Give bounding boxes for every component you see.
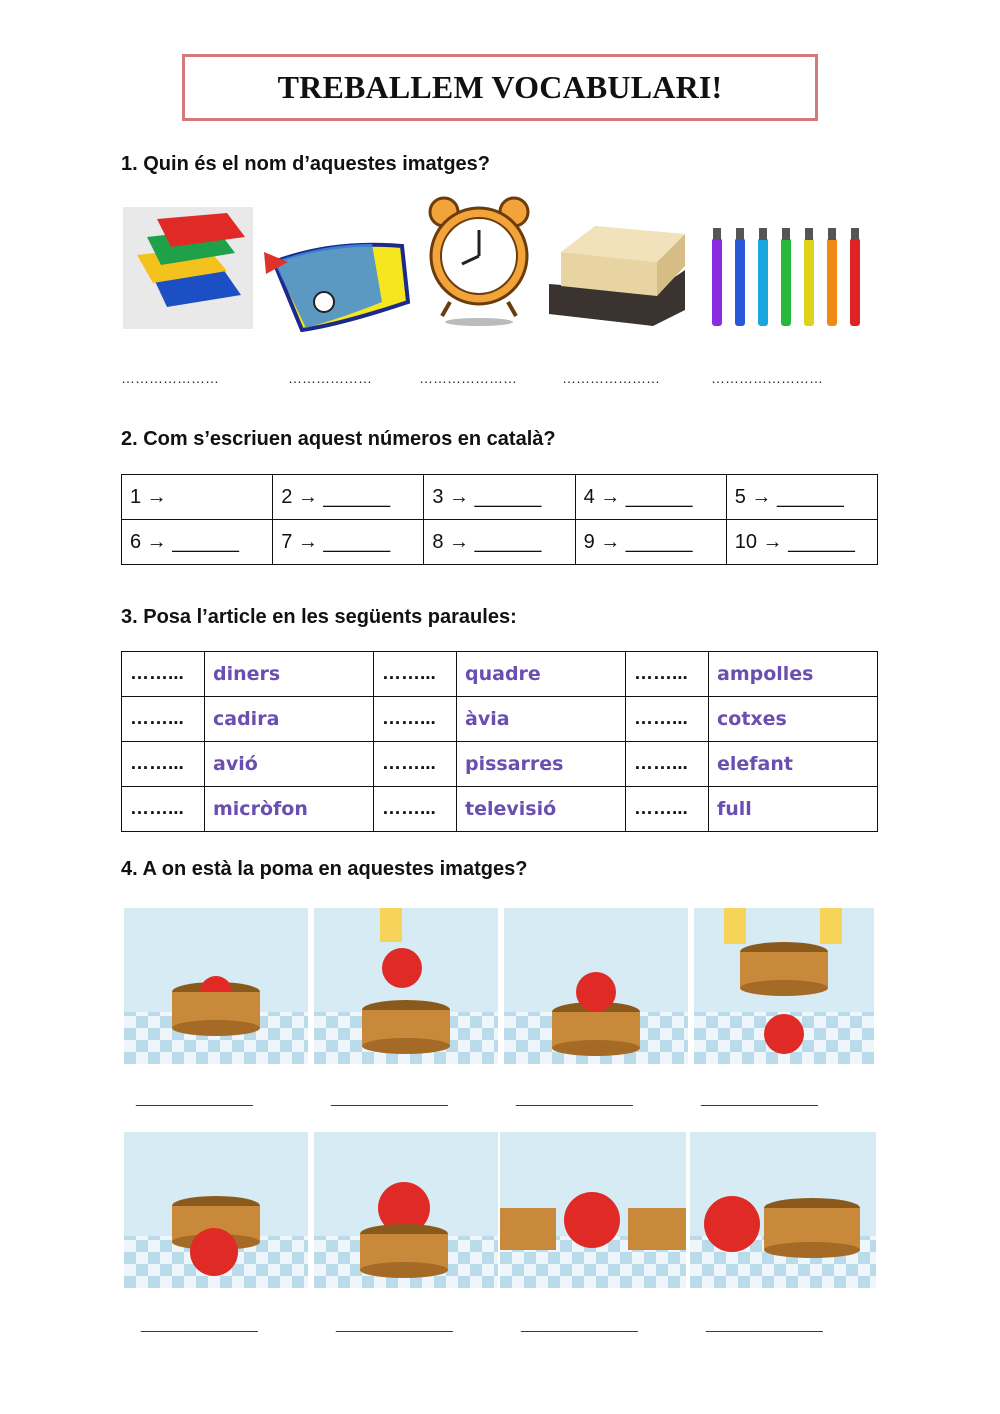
question-4-label: 4. A on està la poma en aquestes imatges? [121,858,528,880]
numbers-table [121,474,878,565]
word-cell: cotxes [709,697,878,742]
number-cell[interactable]: 7 → ______ [273,520,424,565]
article-blank[interactable]: ……... [122,742,205,787]
table-row [122,787,878,832]
scene-under-basket [694,908,874,1064]
number-cell[interactable]: 3 → ______ [424,475,575,520]
scene-in-basket [124,908,308,1064]
article-blank[interactable]: ……... [122,697,205,742]
answer-line[interactable]: _______________ [701,1090,818,1106]
word-cell: avió [205,742,374,787]
article-blank[interactable]: ……... [374,742,457,787]
answer-line[interactable]: _______________ [516,1090,633,1106]
answer-line[interactable]: _______________ [521,1316,638,1332]
trays-image [123,207,253,329]
answer-dots-5[interactable]: …………………… [711,370,823,386]
word-cell: quadre [457,652,626,697]
number-cell[interactable]: 2 → ______ [273,475,424,520]
scene-on-basket [504,908,688,1064]
table-row [122,742,878,787]
word-cell: micròfon [205,787,374,832]
table-row [122,697,878,742]
page-title: TREBALLEM VOCABULARI! [277,69,723,105]
word-cell: elefant [709,742,878,787]
number-cell[interactable]: 6 → ______ [122,520,273,565]
markers-image [708,226,864,328]
answer-dots-2[interactable]: ……………… [288,370,372,386]
article-blank[interactable]: ……... [122,787,205,832]
pencil-case-image [262,232,414,332]
alarm-clock-image [420,190,538,328]
article-blank[interactable]: ……... [374,697,457,742]
word-cell: cadira [205,697,374,742]
scene-between-baskets [500,1132,686,1288]
word-cell: ampolles [709,652,878,697]
scene-behind-basket [314,1132,498,1288]
article-blank[interactable]: ……... [374,787,457,832]
article-blank[interactable]: ……... [626,697,709,742]
number-cell[interactable]: 1 → [122,475,273,520]
number-cell[interactable]: 4 → ______ [575,475,726,520]
word-cell: televisió [457,787,626,832]
word-cell: diners [205,652,374,697]
article-blank[interactable]: ……... [374,652,457,697]
article-blank[interactable]: ……... [626,742,709,787]
answer-dots-1[interactable]: ………………… [121,370,219,386]
answer-line[interactable]: _______________ [331,1090,448,1106]
table-row [122,652,878,697]
answer-line[interactable]: _______________ [141,1316,258,1332]
number-cell[interactable]: 9 → ______ [575,520,726,565]
article-blank[interactable]: ……... [122,652,205,697]
article-blank[interactable]: ……... [626,787,709,832]
scene-above-basket [314,908,498,1064]
answer-line[interactable]: _______________ [336,1316,453,1332]
question-3-label: 3. Posa l’article en les següents paraules: [121,606,517,628]
answer-line[interactable]: _______________ [706,1316,823,1332]
question-2-label: 2. Com s’escriuen aquest números en català? [121,428,556,450]
answer-dots-3[interactable]: ………………… [419,370,517,386]
question-1-label: 1. Quin és el nom d’aquestes imatges? [121,153,490,175]
article-blank[interactable]: ……... [626,652,709,697]
scene-next-to-basket [690,1132,876,1288]
number-cell[interactable]: 10 → ______ [726,520,877,565]
number-cell[interactable]: 5 → ______ [726,475,877,520]
word-cell: àvia [457,697,626,742]
table-row [122,520,878,565]
word-cell: full [709,787,878,832]
title-box [182,54,818,121]
table-row [122,475,878,520]
articles-table [121,651,878,832]
eraser-image [547,222,689,328]
word-cell: pissarres [457,742,626,787]
answer-dots-4[interactable]: ………………… [562,370,660,386]
number-cell[interactable]: 8 → ______ [424,520,575,565]
scene-in-front-of-basket [124,1132,308,1288]
answer-line[interactable]: _______________ [136,1090,253,1106]
